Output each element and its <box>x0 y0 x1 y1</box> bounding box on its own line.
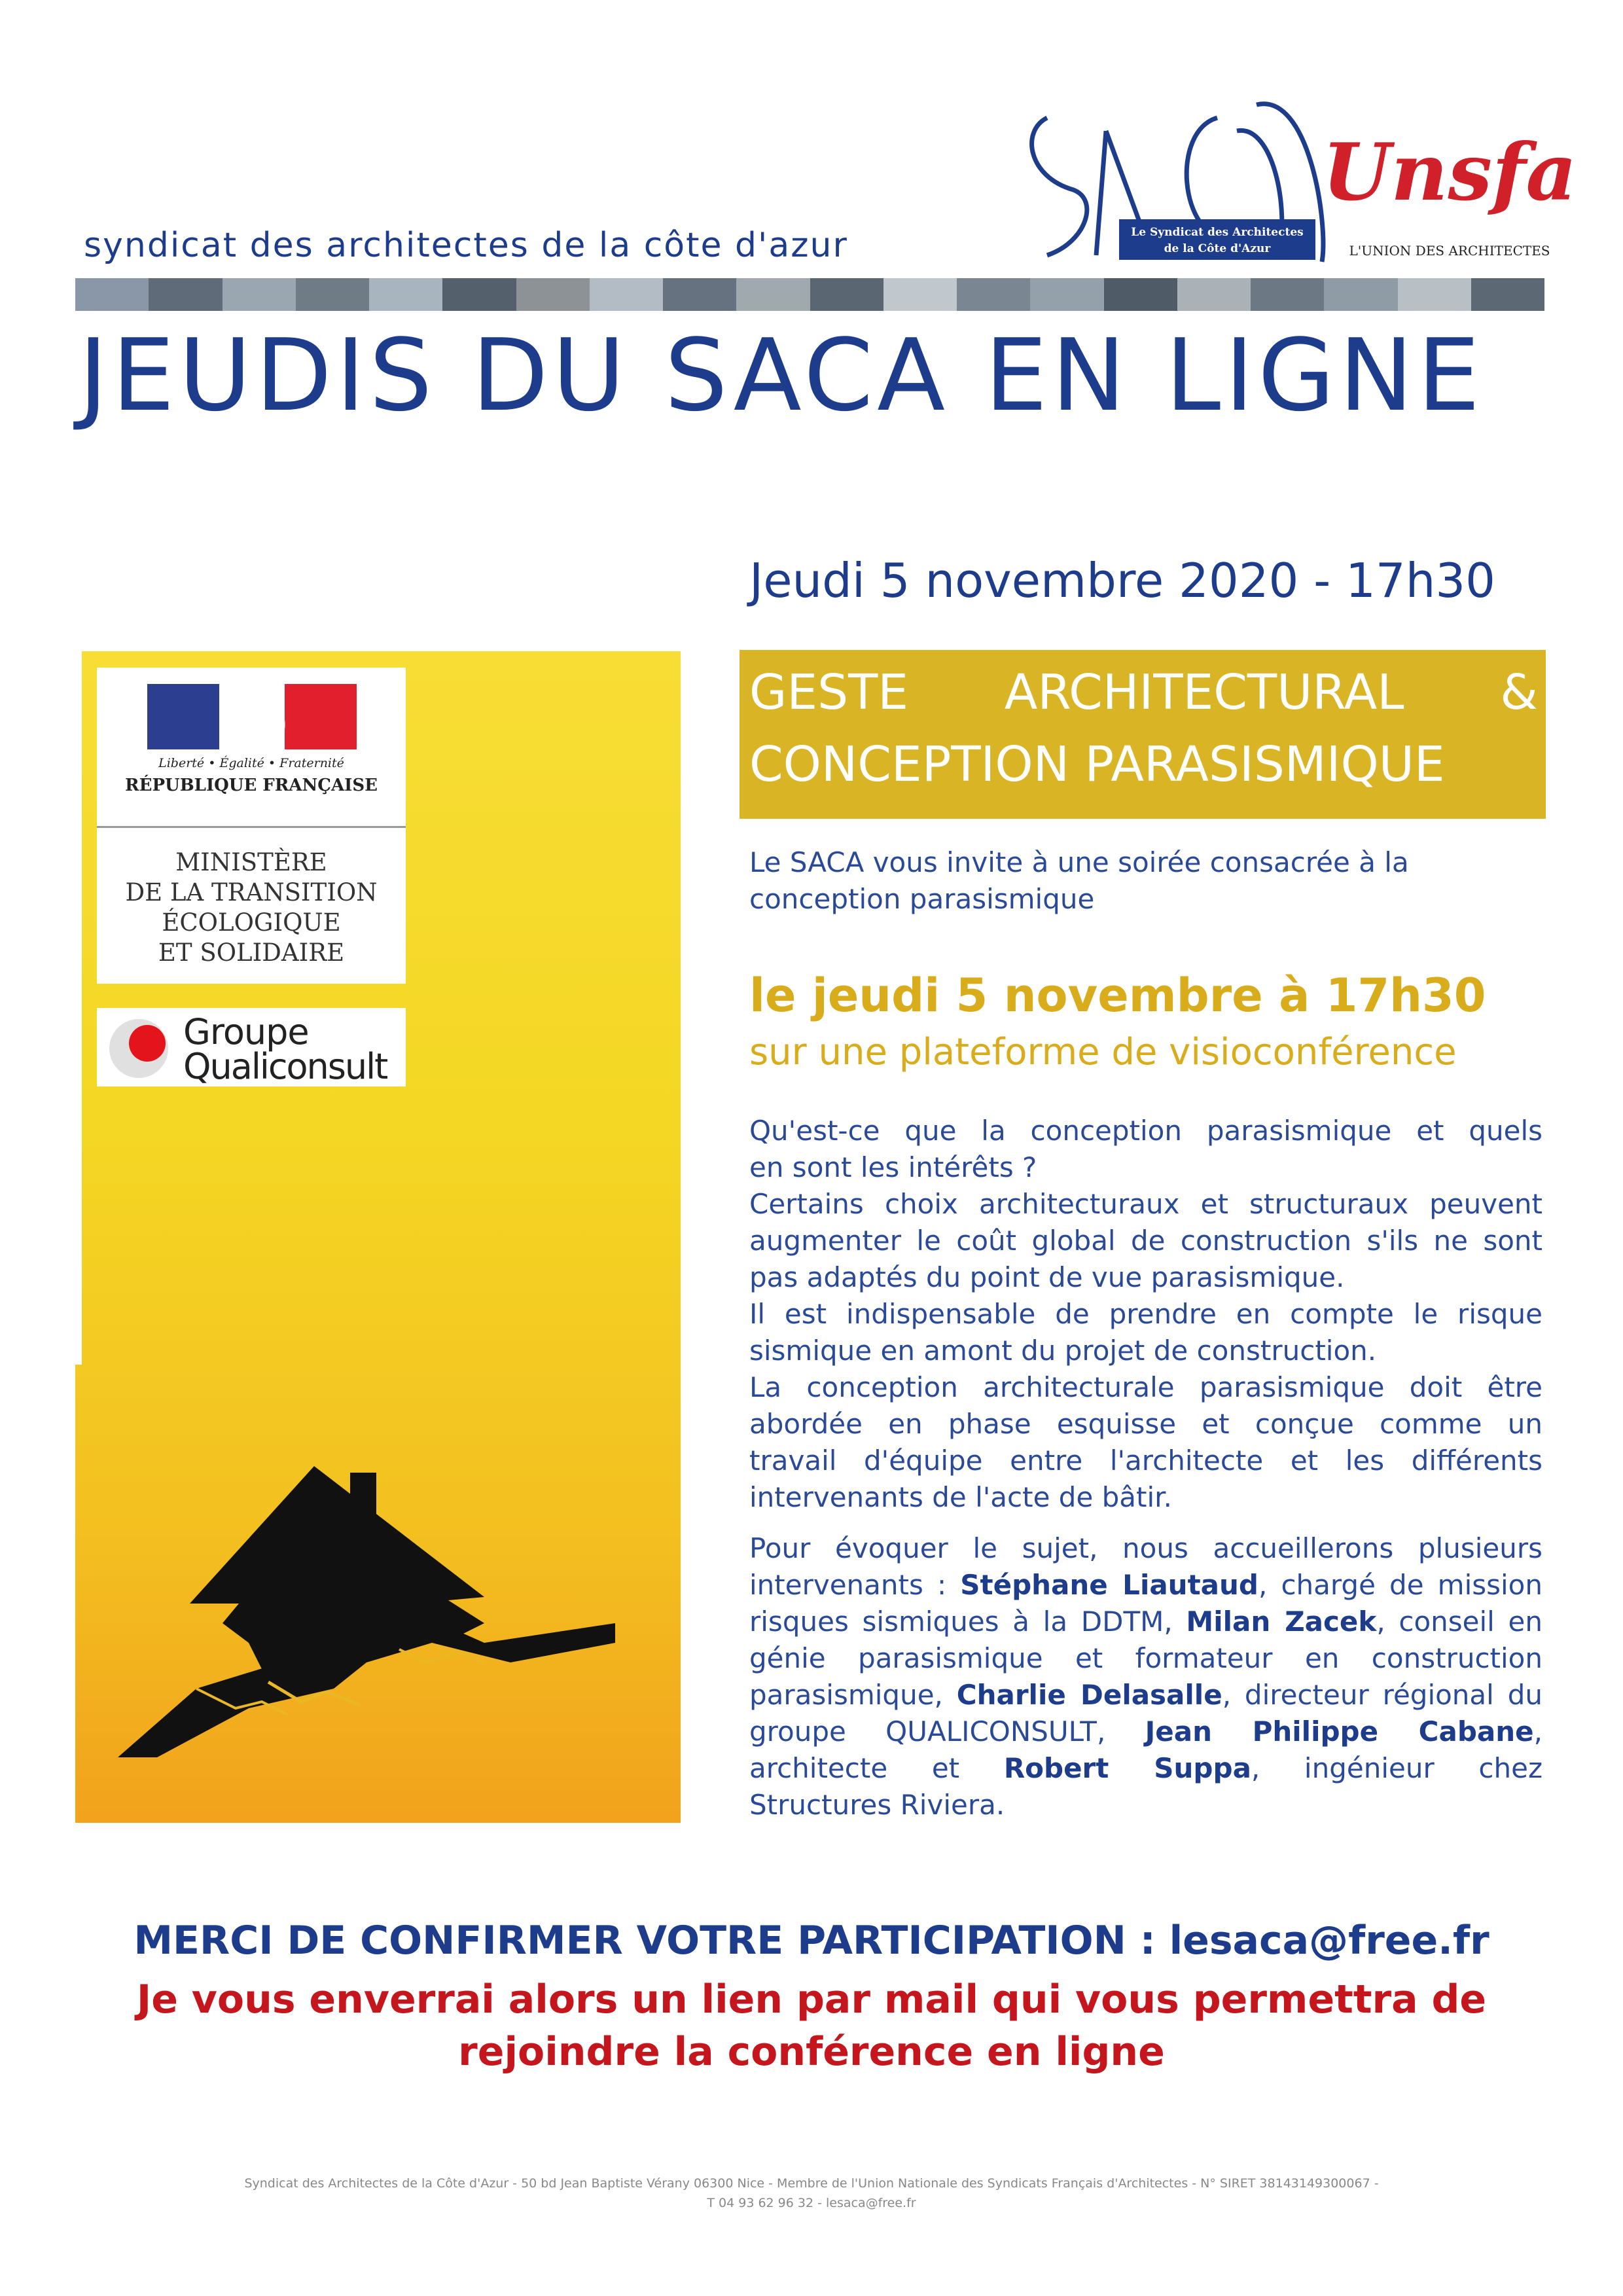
speakers-line: risques sismiques à la DDTM, Milan Zacek, conseil en <box>749 1605 1543 1638</box>
architecture-photo-strip <box>75 278 1544 311</box>
panel-notch <box>75 651 82 1365</box>
topic-word: & <box>1500 664 1538 721</box>
speaker-name: Jean Philippe Cabane <box>1145 1715 1534 1748</box>
description-line: Certains choix architecturaux et structuraux peuvent <box>749 1188 1543 1220</box>
ministry-line: MINISTÈRE <box>175 848 327 876</box>
topic-word: ARCHITECTURAL <box>1004 664 1404 721</box>
speakers-line: groupe QUALICONSULT, Jean Philippe Cabane, <box>749 1715 1543 1748</box>
footer-contact: T 04 93 62 96 32 - lesaca@free.fr <box>707 2196 916 2210</box>
description-block <box>749 1113 1543 1823</box>
description-line: en sont les intérêts ? <box>749 1151 1037 1183</box>
saca-logo-caption-1: Le Syndicat des Architectes <box>1131 226 1304 239</box>
unsfa-logo <box>1322 95 1577 265</box>
topic-title-line2: CONCEPTION PARASISMIQUE <box>749 736 1445 793</box>
speaker-name: Milan Zacek <box>1186 1605 1377 1638</box>
republique-name: RÉPUBLIQUE FRANÇAISE <box>125 776 378 795</box>
event-datetime: Jeudi 5 novembre 2020 - 17h30 <box>749 553 1495 608</box>
tagline: syndicat des architectes de la côte d'azur <box>84 226 848 265</box>
qualiconsult-name: Qualiconsult <box>183 1046 387 1087</box>
invite-line: conception parasismique <box>749 883 1095 915</box>
speaker-name: Charlie Delasalle <box>956 1679 1222 1711</box>
saca-logo <box>1021 92 1335 268</box>
cracked-house-icon <box>118 1427 615 1767</box>
link-notice-line1: Je vous enverrai alors un lien par mail qui vous permettra de <box>136 1977 1487 2022</box>
marianne-icon <box>196 687 308 749</box>
platform-text: sur une plateforme de visioconférence <box>749 1031 1457 1073</box>
confirm-participation: MERCI DE CONFIRMER VOTRE PARTICIPATION : lesaca@free.fr <box>134 1918 1489 1964</box>
qualiconsult-dot-icon <box>105 1016 173 1081</box>
description-line: augmenter le coût global de construction s'ils ne sont <box>749 1225 1543 1257</box>
ministry-divider <box>97 826 406 828</box>
topic-word: GESTE <box>749 664 909 721</box>
invite-line: Le SACA vous invite à une soirée consacrée à la <box>749 846 1409 878</box>
qualiconsult-group-label: Groupe <box>183 1011 309 1052</box>
date-highlight: le jeudi 5 novembre à 17h30 <box>749 969 1486 1022</box>
description-line: Il est indispensable de prendre en compte le risque <box>749 1298 1543 1330</box>
ministry-name <box>105 848 398 968</box>
description-line: travail d'équipe entre l'architecte et les différents <box>749 1444 1543 1477</box>
ministry-line: ET SOLIDAIRE <box>158 939 345 967</box>
speakers-line: Pour évoquer le sujet, nous accueillerons plusieurs <box>749 1532 1543 1564</box>
unsfa-logo-caption: L'UNION DES ARCHITECTES <box>1349 243 1550 259</box>
link-notice-line2: rejoindre la conférence en ligne <box>458 2029 1165 2075</box>
republique-motto: Liberté • Égalité • Fraternité <box>158 756 344 770</box>
description-line: La conception architecturale parasismique doit être <box>749 1371 1543 1403</box>
invite-text <box>749 844 1544 918</box>
speakers-line: architecte et Robert Suppa, ingénieur chez <box>749 1752 1543 1784</box>
topic-title-line1 <box>749 664 1538 721</box>
speakers-line: intervenants : Stéphane Liautaud, chargé de mission <box>749 1569 1543 1601</box>
description-line: abordée en phase esquisse et conçue comme un <box>749 1408 1543 1440</box>
description-line: Qu'est-ce que la conception parasismique et quels <box>749 1115 1543 1147</box>
speakers-line: génie parasismique et formateur en construction <box>749 1642 1543 1674</box>
saca-logo-caption-2: de la Côte d'Azur <box>1164 242 1271 255</box>
main-title: JEUDIS DU SACA EN LIGNE <box>79 317 1484 433</box>
description-line: pas adaptés du point de vue parasismique. <box>749 1261 1345 1293</box>
speaker-name: Stéphane Liautaud <box>960 1569 1258 1601</box>
speakers-line: Structures Riviera. <box>749 1789 1005 1821</box>
footer-address: Syndicat des Architectes de la Côte d'Azur - 50 bd Jean Baptiste Vérany 06300 Nice - Membre de l'Union Nationale des Syndicats Français d'Architectes - N° SIRET 38143149300067 - <box>244 2176 1379 2191</box>
ministry-line: DE LA TRANSITION <box>125 878 378 906</box>
description-line: intervenants de l'acte de bâtir. <box>749 1481 1172 1513</box>
description-line: sismique en amont du projet de construction. <box>749 1335 1377 1367</box>
unsfa-logo-text: Unsfa <box>1322 126 1577 219</box>
speakers-line: parasismique, Charlie Delasalle, directeur régional du <box>749 1679 1543 1711</box>
ministry-line: ÉCOLOGIQUE <box>162 908 341 937</box>
speaker-name: Robert Suppa <box>1003 1752 1251 1784</box>
